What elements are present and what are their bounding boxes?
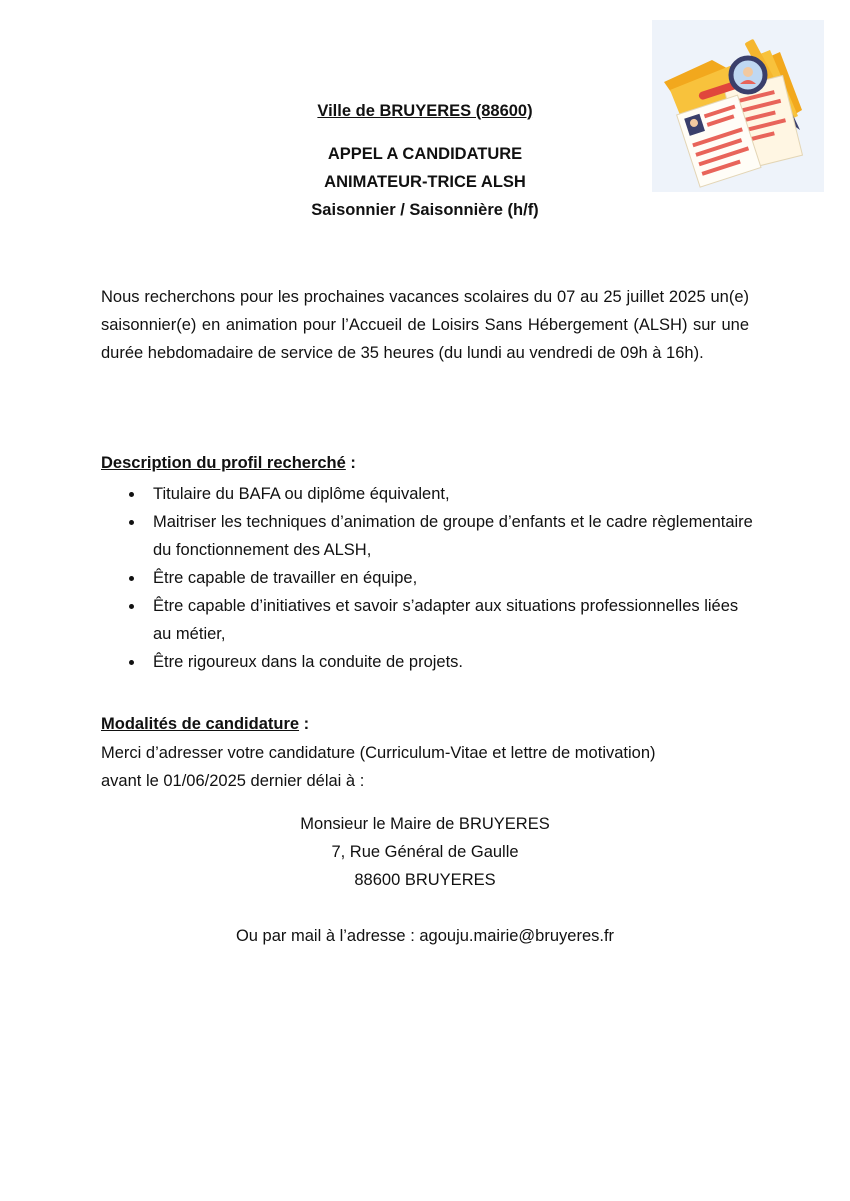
title-line-2: ANIMATEUR-TRICE ALSH <box>324 173 526 191</box>
list-item: Être capable d’initiatives et savoir s’adapter aux situations professionnelles liées au métier, <box>101 592 761 648</box>
address-line-2: 7, Rue Général de Gaulle <box>331 843 519 861</box>
application-heading-suffix: : <box>299 715 310 733</box>
title-line-3: Saisonnier / Saisonnière (h/f) <box>311 201 539 219</box>
list-item: Être rigoureux dans la conduite de projets. <box>101 648 761 676</box>
address-line-3: 88600 BRUYERES <box>354 871 496 889</box>
profile-list <box>101 480 761 676</box>
list-item: Être capable de travailler en équipe, <box>101 564 761 592</box>
profile-heading-suffix: : <box>345 454 356 472</box>
address-line-1: Monsieur le Maire de BRUYERES <box>300 815 550 833</box>
title-line-1: APPEL A CANDIDATURE <box>327 145 523 163</box>
application-heading <box>101 715 309 734</box>
org-heading: Ville de BRUYERES (88600) <box>317 102 533 120</box>
list-item: Maitriser les techniques d’animation de groupe d’enfants et le cadre règlementaire du fonctionnement des ALSH, <box>101 508 761 564</box>
profile-heading <box>101 454 356 473</box>
application-heading-text: Modalités de candidature <box>101 715 300 733</box>
profile-heading-text: Description du profil recherché <box>101 454 346 472</box>
intro-paragraph: Nous recherchons pour les prochaines vacances scolaires du 07 au 25 juillet 2025 un(e) saisonnier(e) en animation pour l’Accueil de Loisirs Sans Hébergement (ALSH) sur une durée hebdomadaire de service de 35 heures (du lundi au vendredi de 09h à 16h). <box>101 288 749 362</box>
list-item: Titulaire du BAFA ou diplôme équivalent, <box>101 480 761 508</box>
application-line-2: avant le 01/06/2025 dernier délai à : <box>101 772 365 790</box>
email-line: Ou par mail à l’adresse : agouju.mairie@bruyeres.fr <box>235 927 615 945</box>
application-line-1: Merci d’adresser votre candidature (Curriculum-Vitae et lettre de motivation) <box>101 744 656 762</box>
